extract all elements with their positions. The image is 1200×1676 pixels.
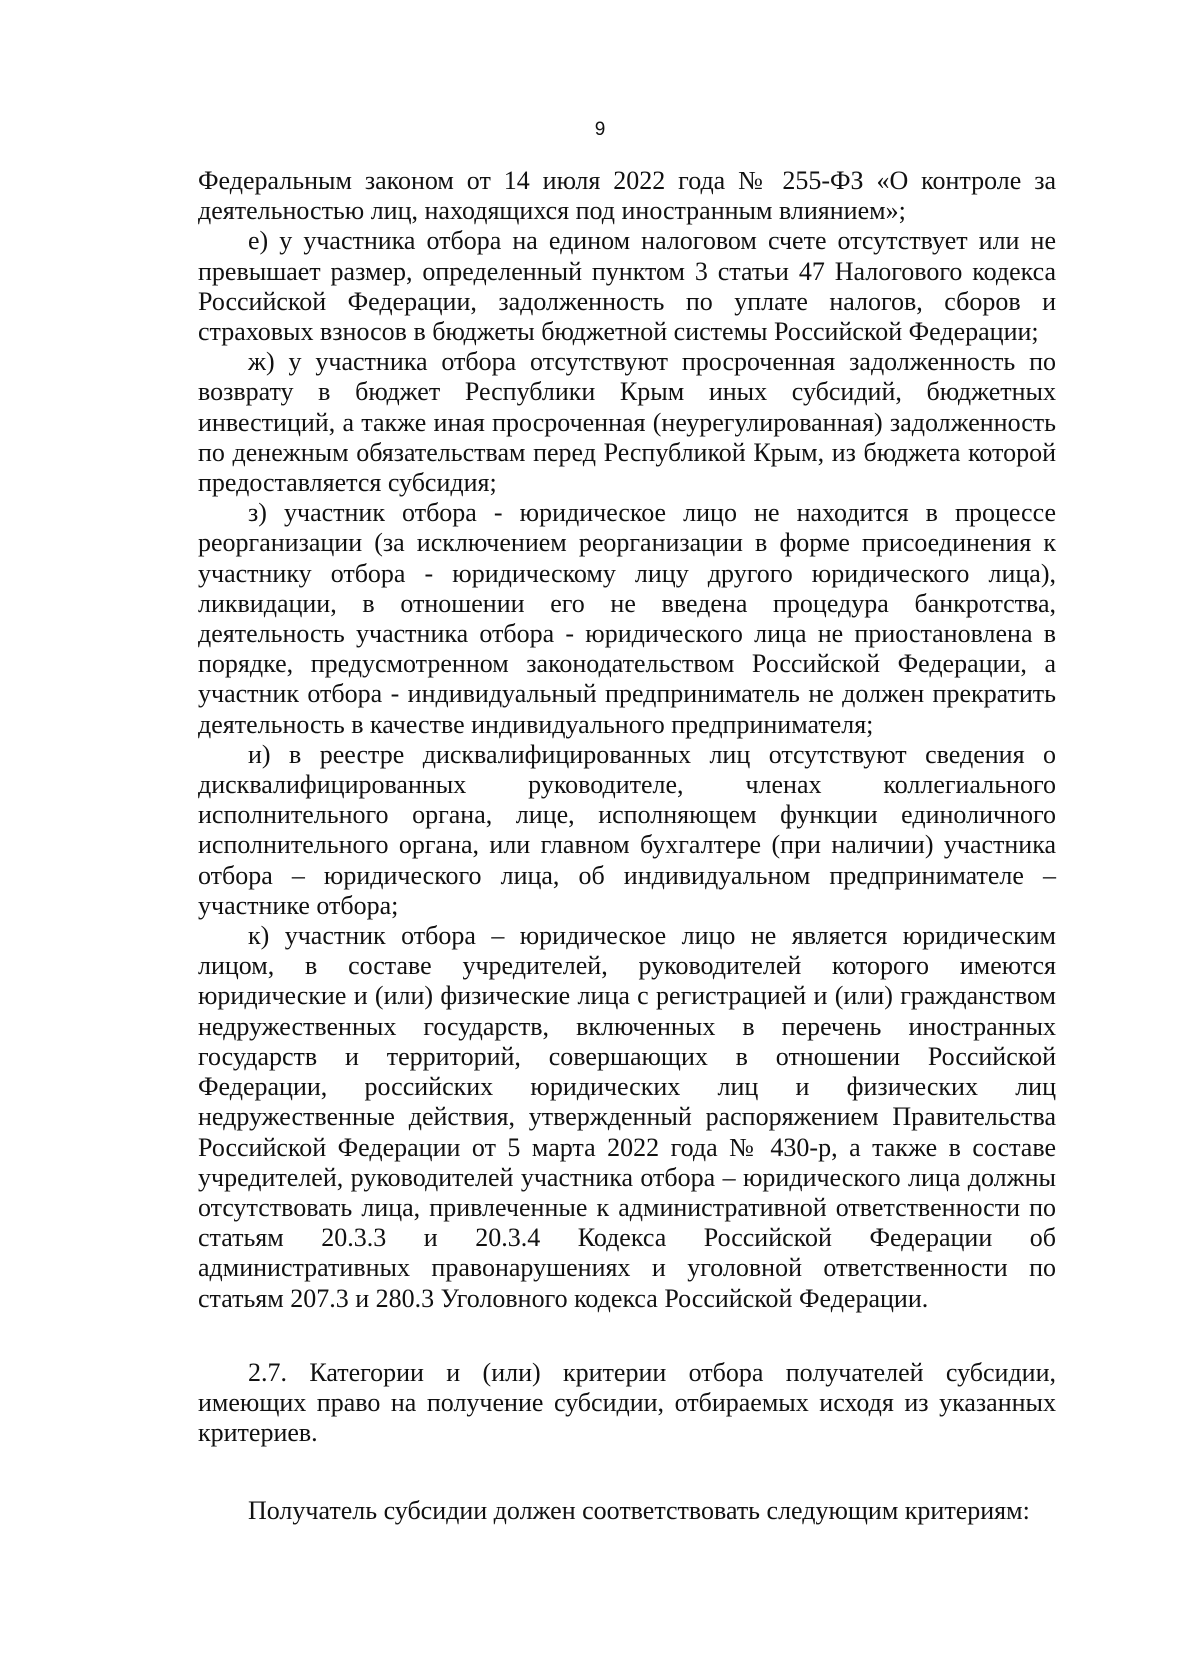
paragraph-item-e: е) у участника отбора на едином налоговом счете отсутствует или не превышает размер, определенный пунктом 3 статьи 47 Налогового кодекса Российской Федерации, задолженность по уплате налогов, сборов и страховых взносов в бюджеты бюджетной системы Российской Федерации; — [198, 226, 1056, 347]
document-body — [198, 166, 1056, 1527]
page-number: 9 — [594, 119, 606, 140]
paragraph-item-i: и) в реестре дисквалифицированных лиц отсутствуют сведения о дисквалифицированных руководителе, членах коллегиального исполнительного органа, лице, исполняющем функции единоличного исполнительного органа, или главном бухгалтере (при наличии) участника отбора – юридического лица, об индивидуальном предпринимателе – участнике отбора; — [198, 739, 1056, 920]
paragraph-item-k: к) участник отбора – юридическое лицо не является юридическим лицом, в составе учредителей, руководителей которого имеются юридические и (или) физические лица с регистрацией и (или) гражданством недружественных государств, включенных в перечень иностранных государств и территорий, совершающих в отношении Российской Федерации, российских юридических лиц и физических лиц недружественные действия, утвержденный распоряжением Правительства Российской Федерации от 5 марта 2022 года № 430-р, а также в составе учредителей, руководителей участника отбора – юридического лица должны отсутствовать лица, привлеченные к административной ответственности по статьям 20.3.3 и 20.3.4 Кодекса Российской Федерации об административных правонарушениях и уголовной ответственности по статьям 207.3 и 280.3 Уголовного кодекса Российской Федерации. — [198, 921, 1056, 1313]
criteria-intro-paragraph: Получатель субсидии должен соответствовать следующим критериям: — [248, 1496, 1030, 1526]
section-2-7-paragraph: 2.7. Категории и (или) критерии отбора получателей субсидии, имеющих право на получение субсидии, отбираемых исходя из указанных критериев. — [198, 1357, 1056, 1448]
paragraph-item-z: з) участник отбора - юридическое лицо не находится в процессе реорганизации (за исключением реорганизации в форме присоединения к участнику отбора - юридическому лицу другого юридического лица), ликвидации, в отношении его не введена процедура банкротства, деятельность участника отбора - юридического лица не приостановлена в порядке, предусмотренном законодательством Российской Федерации, а участник отбора - индивидуальный предприниматель не должен прекратить деятельность в качестве индивидуального предпринимателя; — [198, 498, 1056, 739]
paragraph-item-zh: ж) у участника отбора отсутствуют просроченная задолженность по возврату в бюджет Республики Крым иных субсидий, бюджетных инвестиций, а также иная просроченная (неурегулированная) задолженность по денежным обязательствам перед Республикой Крым, из бюджета которой предоставляется субсидия; — [198, 347, 1056, 498]
paragraph-continuation: Федеральным законом от 14 июля 2022 года № 255-ФЗ «О контроле за деятельностью лиц, находящихся под иностранным влиянием»; — [198, 166, 1056, 226]
